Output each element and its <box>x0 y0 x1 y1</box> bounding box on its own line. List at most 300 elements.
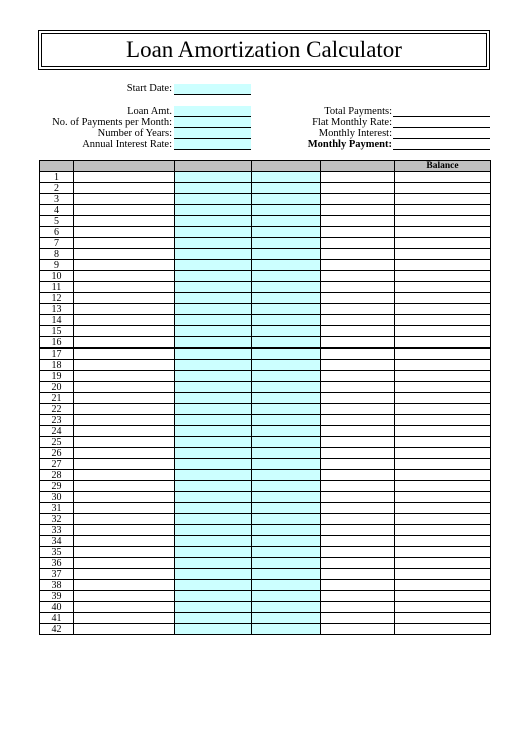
balance-cell[interactable] <box>395 382 491 393</box>
row-number: 3 <box>40 194 74 205</box>
input-cell[interactable] <box>175 337 252 349</box>
cell[interactable] <box>321 216 395 227</box>
cell[interactable] <box>74 569 175 580</box>
annual-interest-rate-label: Annual Interest Rate: <box>82 139 172 150</box>
table-row <box>40 183 491 194</box>
input-cell[interactable] <box>252 481 321 492</box>
annual-interest-rate-field[interactable] <box>174 139 251 150</box>
input-cell[interactable] <box>252 260 321 271</box>
input-cell[interactable] <box>252 183 321 194</box>
cell[interactable] <box>74 371 175 382</box>
table-row <box>40 459 491 470</box>
row-number: 2 <box>40 183 74 194</box>
row-number: 24 <box>40 426 74 437</box>
cell[interactable] <box>321 558 395 569</box>
row-number: 29 <box>40 481 74 492</box>
input-cell[interactable] <box>175 547 252 558</box>
table-row <box>40 492 491 503</box>
input-cell[interactable] <box>252 337 321 349</box>
input-cell[interactable] <box>175 304 252 315</box>
input-cell[interactable] <box>252 613 321 624</box>
input-cell[interactable] <box>252 426 321 437</box>
monthly-payment-field <box>393 139 490 150</box>
row-number: 17 <box>40 348 74 360</box>
balance-cell[interactable] <box>395 271 491 282</box>
cell[interactable] <box>74 525 175 536</box>
table-row <box>40 525 491 536</box>
balance-cell[interactable] <box>395 260 491 271</box>
cell[interactable] <box>74 360 175 371</box>
row-number: 6 <box>40 227 74 238</box>
input-cell[interactable] <box>175 470 252 481</box>
total-payments-field <box>393 106 490 117</box>
input-cell[interactable] <box>175 591 252 602</box>
input-cell[interactable] <box>252 271 321 282</box>
row-number: 31 <box>40 503 74 514</box>
cell[interactable] <box>74 481 175 492</box>
row-number: 40 <box>40 602 74 613</box>
cell[interactable] <box>321 183 395 194</box>
balance-cell[interactable] <box>395 337 491 349</box>
cell[interactable] <box>74 470 175 481</box>
header-cell <box>252 161 321 172</box>
input-cell[interactable] <box>175 249 252 260</box>
input-cell[interactable] <box>252 448 321 459</box>
cell[interactable] <box>321 260 395 271</box>
cell[interactable] <box>74 293 175 304</box>
table-row <box>40 448 491 459</box>
input-cell[interactable] <box>252 580 321 591</box>
table-header-row <box>40 161 491 172</box>
input-cell[interactable] <box>252 624 321 635</box>
cell[interactable] <box>321 404 395 415</box>
cell[interactable] <box>74 437 175 448</box>
balance-cell[interactable] <box>395 448 491 459</box>
balance-cell[interactable] <box>395 481 491 492</box>
input-cell[interactable] <box>252 470 321 481</box>
input-cell[interactable] <box>252 293 321 304</box>
cell[interactable] <box>321 360 395 371</box>
input-cell[interactable] <box>252 216 321 227</box>
input-cell[interactable] <box>175 271 252 282</box>
row-number: 39 <box>40 591 74 602</box>
cell[interactable] <box>74 282 175 293</box>
input-cell[interactable] <box>252 459 321 470</box>
cell[interactable] <box>74 183 175 194</box>
cell[interactable] <box>321 459 395 470</box>
balance-cell[interactable] <box>395 591 491 602</box>
input-cell[interactable] <box>175 260 252 271</box>
input-cell[interactable] <box>175 459 252 470</box>
cell[interactable] <box>321 525 395 536</box>
input-cell[interactable] <box>175 293 252 304</box>
cell[interactable] <box>74 591 175 602</box>
cell[interactable] <box>321 337 395 349</box>
table-row <box>40 238 491 249</box>
row-number: 41 <box>40 613 74 624</box>
balance-cell[interactable] <box>395 315 491 326</box>
input-cell[interactable] <box>175 503 252 514</box>
cell[interactable] <box>321 426 395 437</box>
balance-cell[interactable] <box>395 404 491 415</box>
cell[interactable] <box>74 238 175 249</box>
cell[interactable] <box>321 470 395 481</box>
balance-cell[interactable] <box>395 536 491 547</box>
cell[interactable] <box>74 337 175 349</box>
cell[interactable] <box>321 304 395 315</box>
input-cell[interactable] <box>175 216 252 227</box>
table-row <box>40 337 491 349</box>
cell[interactable] <box>74 260 175 271</box>
cell[interactable] <box>321 238 395 249</box>
cell[interactable] <box>74 426 175 437</box>
header-cell <box>74 161 175 172</box>
input-cell[interactable] <box>175 371 252 382</box>
input-cell[interactable] <box>252 393 321 404</box>
input-cell[interactable] <box>175 282 252 293</box>
input-cell[interactable] <box>252 558 321 569</box>
table-row <box>40 613 491 624</box>
balance-cell[interactable] <box>395 415 491 426</box>
row-number: 13 <box>40 304 74 315</box>
row-number: 28 <box>40 470 74 481</box>
input-cell[interactable] <box>175 326 252 337</box>
input-cell[interactable] <box>252 348 321 360</box>
input-cell[interactable] <box>175 624 252 635</box>
input-cell[interactable] <box>175 238 252 249</box>
cell[interactable] <box>74 304 175 315</box>
input-cell[interactable] <box>252 569 321 580</box>
page-title: Loan Amortization Calculator <box>41 33 487 67</box>
cell[interactable] <box>74 503 175 514</box>
cell[interactable] <box>74 348 175 360</box>
balance-cell[interactable] <box>395 569 491 580</box>
cell[interactable] <box>321 591 395 602</box>
table-row <box>40 282 491 293</box>
row-number: 19 <box>40 371 74 382</box>
table-row <box>40 315 491 326</box>
table-row <box>40 437 491 448</box>
table-row <box>40 591 491 602</box>
balance-cell[interactable] <box>395 293 491 304</box>
input-cell[interactable] <box>252 282 321 293</box>
cell[interactable] <box>321 503 395 514</box>
row-number: 20 <box>40 382 74 393</box>
input-cell[interactable] <box>252 514 321 525</box>
cell[interactable] <box>321 602 395 613</box>
input-cell[interactable] <box>252 360 321 371</box>
input-cell[interactable] <box>175 437 252 448</box>
input-cell[interactable] <box>175 525 252 536</box>
cell[interactable] <box>321 448 395 459</box>
cell[interactable] <box>74 326 175 337</box>
cell[interactable] <box>321 282 395 293</box>
balance-cell[interactable] <box>395 547 491 558</box>
row-number: 22 <box>40 404 74 415</box>
loan-amount-field[interactable] <box>174 106 251 117</box>
input-cell[interactable] <box>175 481 252 492</box>
table-row <box>40 194 491 205</box>
input-cell[interactable] <box>175 580 252 591</box>
input-cell[interactable] <box>175 569 252 580</box>
cell[interactable] <box>74 602 175 613</box>
number-of-years-field[interactable] <box>174 128 251 139</box>
input-cell[interactable] <box>252 503 321 514</box>
cell[interactable] <box>321 393 395 404</box>
cell[interactable] <box>321 536 395 547</box>
input-cell[interactable] <box>252 304 321 315</box>
row-number: 18 <box>40 360 74 371</box>
row-number: 38 <box>40 580 74 591</box>
balance-cell[interactable] <box>395 326 491 337</box>
table-row <box>40 404 491 415</box>
input-cell[interactable] <box>252 172 321 183</box>
input-cell[interactable] <box>252 249 321 260</box>
input-cell[interactable] <box>252 382 321 393</box>
input-cell[interactable] <box>252 591 321 602</box>
cell[interactable] <box>321 415 395 426</box>
balance-cell[interactable] <box>395 558 491 569</box>
balance-cell[interactable] <box>395 602 491 613</box>
input-cell[interactable] <box>175 382 252 393</box>
cell[interactable] <box>321 348 395 360</box>
balance-cell[interactable] <box>395 172 491 183</box>
cell[interactable] <box>74 459 175 470</box>
input-cell[interactable] <box>175 415 252 426</box>
balance-cell[interactable] <box>395 624 491 635</box>
table-body <box>40 172 491 635</box>
cell[interactable] <box>321 315 395 326</box>
balance-cell[interactable] <box>395 514 491 525</box>
balance-cell[interactable] <box>395 459 491 470</box>
input-cell[interactable] <box>175 558 252 569</box>
input-cell[interactable] <box>252 437 321 448</box>
cell[interactable] <box>321 227 395 238</box>
balance-cell[interactable] <box>395 304 491 315</box>
input-cell[interactable] <box>252 547 321 558</box>
input-cell[interactable] <box>175 348 252 360</box>
balance-cell[interactable] <box>395 426 491 437</box>
table-row <box>40 624 491 635</box>
cell[interactable] <box>321 514 395 525</box>
cell[interactable] <box>74 205 175 216</box>
table-row <box>40 393 491 404</box>
balance-cell[interactable] <box>395 249 491 260</box>
input-cell[interactable] <box>175 315 252 326</box>
input-cell[interactable] <box>175 404 252 415</box>
input-cell[interactable] <box>175 205 252 216</box>
row-number: 30 <box>40 492 74 503</box>
input-cell[interactable] <box>252 315 321 326</box>
balance-cell[interactable] <box>395 503 491 514</box>
balance-cell[interactable] <box>395 613 491 624</box>
table-row <box>40 371 491 382</box>
cell[interactable] <box>74 382 175 393</box>
table-row <box>40 172 491 183</box>
cell[interactable] <box>321 492 395 503</box>
cell[interactable] <box>321 293 395 304</box>
table-row <box>40 503 491 514</box>
flat-monthly-rate-field <box>393 117 490 128</box>
cell[interactable] <box>321 580 395 591</box>
input-cell[interactable] <box>175 227 252 238</box>
balance-cell[interactable] <box>395 183 491 194</box>
total-payments-label: Total Payments: <box>324 106 392 117</box>
row-number: 15 <box>40 326 74 337</box>
row-number: 10 <box>40 271 74 282</box>
cell[interactable] <box>74 172 175 183</box>
balance-header: Balance <box>395 161 491 172</box>
table-row <box>40 216 491 227</box>
header-cell <box>175 161 252 172</box>
table-row <box>40 415 491 426</box>
cell[interactable] <box>321 326 395 337</box>
cell[interactable] <box>321 271 395 282</box>
table-row <box>40 326 491 337</box>
input-cell[interactable] <box>175 360 252 371</box>
input-cell[interactable] <box>252 404 321 415</box>
cell[interactable] <box>321 624 395 635</box>
payments-per-month-field[interactable] <box>174 117 251 128</box>
cell[interactable] <box>74 547 175 558</box>
input-cell[interactable] <box>175 448 252 459</box>
loan-amount-label: Loan Amt. <box>127 106 172 117</box>
table-row <box>40 547 491 558</box>
cell[interactable] <box>321 437 395 448</box>
input-cell[interactable] <box>252 238 321 249</box>
cell[interactable] <box>74 536 175 547</box>
row-number: 33 <box>40 525 74 536</box>
table-row <box>40 602 491 613</box>
amortization-table <box>39 160 491 635</box>
cell[interactable] <box>74 216 175 227</box>
start-date-label: Start Date: <box>126 83 172 94</box>
input-cell[interactable] <box>252 227 321 238</box>
cell[interactable] <box>74 492 175 503</box>
row-number: 36 <box>40 558 74 569</box>
row-number: 34 <box>40 536 74 547</box>
input-cell[interactable] <box>252 602 321 613</box>
table-row <box>40 249 491 260</box>
input-cell[interactable] <box>252 415 321 426</box>
cell[interactable] <box>74 448 175 459</box>
table-row <box>40 481 491 492</box>
table-row <box>40 514 491 525</box>
balance-cell[interactable] <box>395 525 491 536</box>
table-row <box>40 293 491 304</box>
cell[interactable] <box>74 404 175 415</box>
cell[interactable] <box>74 249 175 260</box>
cell[interactable] <box>321 569 395 580</box>
cell[interactable] <box>321 382 395 393</box>
table-row <box>40 304 491 315</box>
input-cell[interactable] <box>175 426 252 437</box>
flat-monthly-rate-label: Flat Monthly Rate: <box>312 117 392 128</box>
table-row <box>40 360 491 371</box>
title-frame <box>38 30 490 70</box>
input-cell[interactable] <box>252 492 321 503</box>
balance-cell[interactable] <box>395 437 491 448</box>
row-number: 35 <box>40 547 74 558</box>
balance-cell[interactable] <box>395 205 491 216</box>
input-cell[interactable] <box>252 326 321 337</box>
cell[interactable] <box>74 558 175 569</box>
row-number: 25 <box>40 437 74 448</box>
balance-cell[interactable] <box>395 492 491 503</box>
cell[interactable] <box>74 227 175 238</box>
cell[interactable] <box>74 271 175 282</box>
table-row <box>40 558 491 569</box>
payments-per-month-label: No. of Payments per Month: <box>52 117 172 128</box>
balance-cell[interactable] <box>395 580 491 591</box>
cell[interactable] <box>321 613 395 624</box>
cell[interactable] <box>321 547 395 558</box>
header-cell <box>321 161 395 172</box>
cell[interactable] <box>74 624 175 635</box>
input-cell[interactable] <box>175 613 252 624</box>
balance-cell[interactable] <box>395 470 491 481</box>
input-cell[interactable] <box>252 205 321 216</box>
input-cell[interactable] <box>175 393 252 404</box>
number-of-years-label: Number of Years: <box>97 128 172 139</box>
input-cell[interactable] <box>175 492 252 503</box>
monthly-payment-label: Monthly Payment: <box>307 139 392 150</box>
balance-cell[interactable] <box>395 282 491 293</box>
cell[interactable] <box>321 194 395 205</box>
input-cell[interactable] <box>252 536 321 547</box>
balance-cell[interactable] <box>395 348 491 360</box>
cell[interactable] <box>74 580 175 591</box>
table-row <box>40 260 491 271</box>
row-number: 5 <box>40 216 74 227</box>
input-cell[interactable] <box>252 194 321 205</box>
balance-cell[interactable] <box>395 393 491 404</box>
balance-cell[interactable] <box>395 216 491 227</box>
cell[interactable] <box>321 249 395 260</box>
input-cell[interactable] <box>175 194 252 205</box>
cell[interactable] <box>74 315 175 326</box>
balance-cell[interactable] <box>395 227 491 238</box>
start-date-field[interactable] <box>174 84 251 95</box>
input-cell[interactable] <box>175 536 252 547</box>
cell[interactable] <box>74 514 175 525</box>
balance-cell[interactable] <box>395 238 491 249</box>
cell[interactable] <box>74 415 175 426</box>
row-number: 1 <box>40 172 74 183</box>
row-number: 32 <box>40 514 74 525</box>
table-row <box>40 205 491 216</box>
cell[interactable] <box>321 371 395 382</box>
cell[interactable] <box>74 613 175 624</box>
balance-cell[interactable] <box>395 194 491 205</box>
cell[interactable] <box>321 205 395 216</box>
cell[interactable] <box>74 194 175 205</box>
table-row <box>40 580 491 591</box>
balance-cell[interactable] <box>395 371 491 382</box>
input-cell[interactable] <box>175 514 252 525</box>
balance-cell[interactable] <box>395 360 491 371</box>
cell[interactable] <box>321 481 395 492</box>
input-cell[interactable] <box>175 602 252 613</box>
cell[interactable] <box>74 393 175 404</box>
table-row <box>40 536 491 547</box>
input-cell[interactable] <box>252 525 321 536</box>
input-cell[interactable] <box>175 172 252 183</box>
row-number: 16 <box>40 337 74 349</box>
input-cell[interactable] <box>252 371 321 382</box>
input-cell[interactable] <box>175 183 252 194</box>
cell[interactable] <box>321 172 395 183</box>
